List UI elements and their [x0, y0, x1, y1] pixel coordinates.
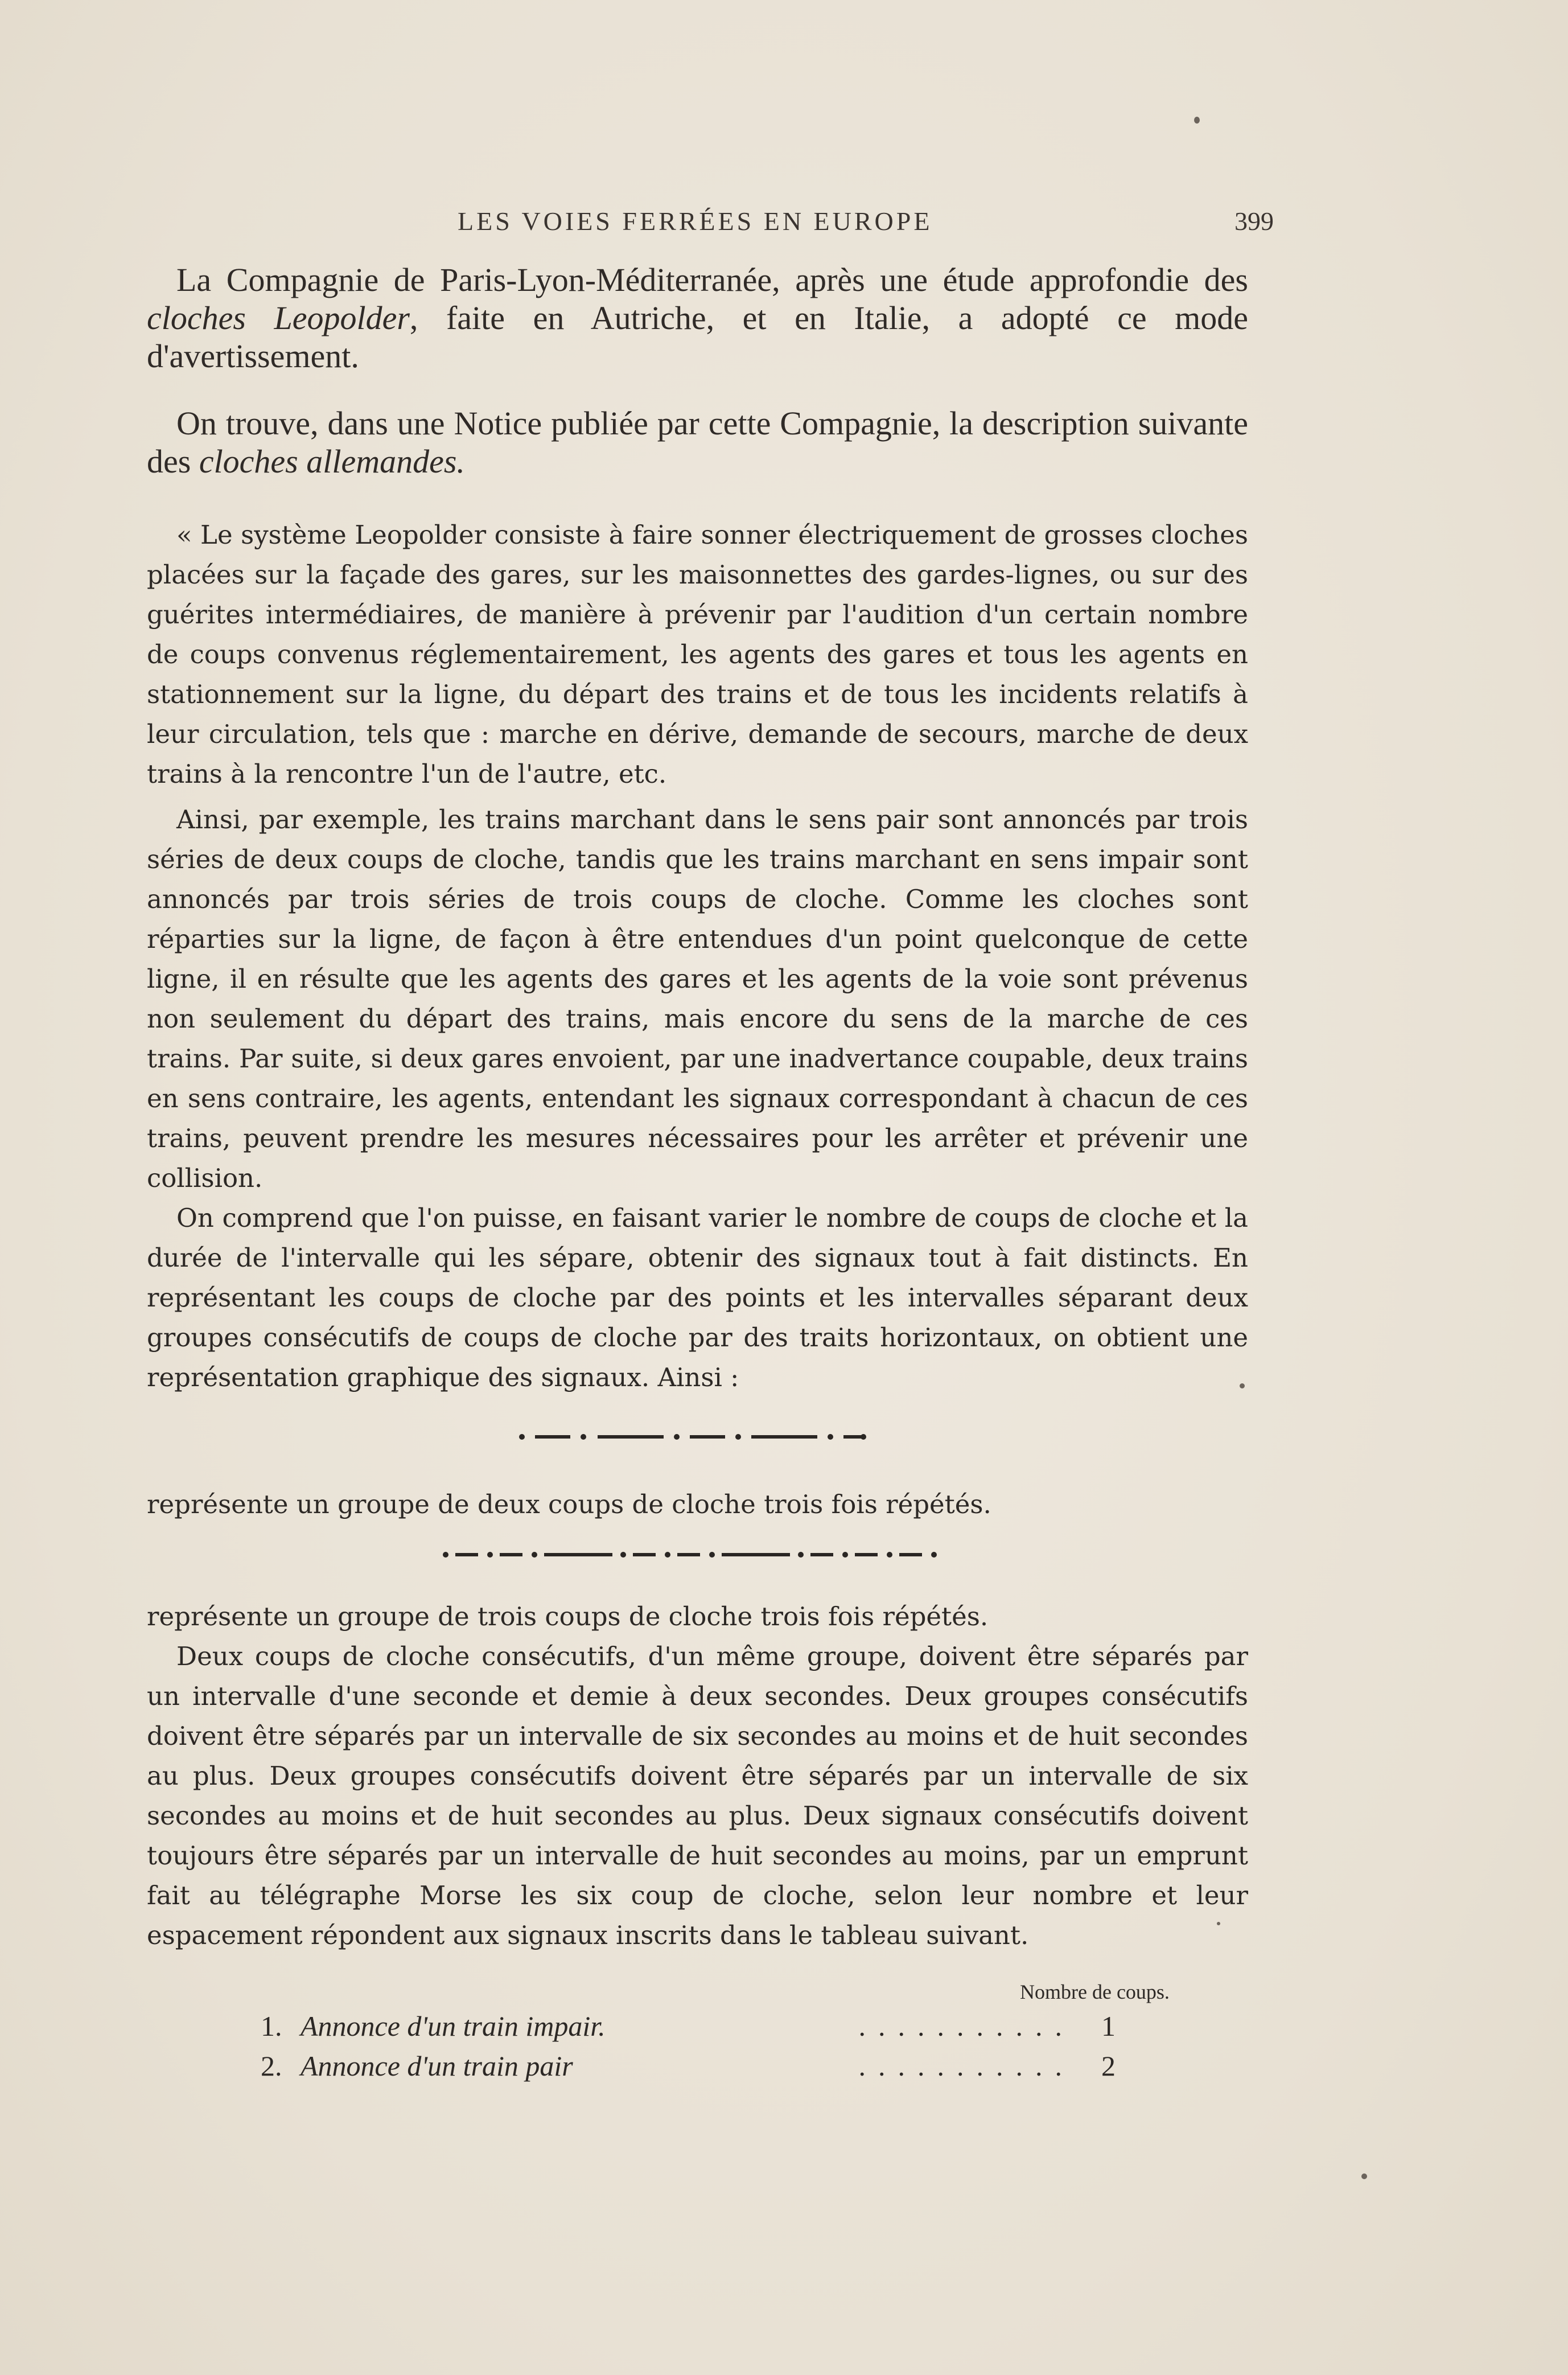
signal-dash — [690, 1435, 725, 1439]
signal-long-dash — [598, 1435, 664, 1439]
paper-speck — [1194, 117, 1200, 124]
paragraph-4: Ainsi, par exemple, les trains marchant dans le sens pair sont annoncés par trois séries de deux coups de cloche, tandis que les trains marchant en sens impair sont annoncés par trois séries de trois coups de cloche. Comme les cloches sont réparties sur la ligne, de façon à être entendues d'un point quelconque de cette ligne, il en résulte que les agents des gares et les agents de la voie sont prévenus non seulement du départ des trains, mais encore du sens de la marche de ces trains. Par suite, si deux gares envoient, par une inadvertance coupable, deux trains en sens contraire, les agents, entendant les signaux correspondant à chacun de ces trains, peuvent prendre les mesures nécessaires pour les arrêter et prévenir une collision. — [147, 804, 1248, 1193]
signal-diagram-three-strokes — [443, 1544, 941, 1567]
signal-dash — [855, 1553, 878, 1556]
signal-dot — [443, 1552, 448, 1558]
row-label: Annonce d'un train impair. — [301, 2010, 606, 2042]
signal-diagram-two-strokes — [519, 1426, 866, 1449]
signal-dot — [861, 1434, 866, 1440]
signal-dot — [674, 1434, 680, 1440]
signal-long-dash — [544, 1553, 612, 1556]
page-header — [153, 206, 1274, 240]
paragraph-3-quote: « Le système Leopolder consiste à faire sonner électriquement de grosses cloches placées sur la façade des gares, sur les maisonnettes des gardes-lignes, ou sur des guérites intermédiaires, de manière à prévenir par l'audition d'un certain nombre de coups convenus réglementairement, les agents des gares et tous les agents en stationnement sur la ligne, du départ des trains et de tous les incidents relatifs à leur circulation, tels que : marche en dérive, demande de secours, marche de deux trains à la rencontre l'un de l'autre, etc. — [147, 520, 1248, 789]
row-number: 2. — [261, 2050, 282, 2082]
signal-dash — [899, 1553, 922, 1556]
italic-term: cloches Leopolder — [147, 299, 410, 336]
running-title: LES VOIES FERRÉES EN EUROPE — [458, 207, 933, 236]
signal-dash — [810, 1553, 833, 1556]
table-row — [261, 2049, 1126, 2085]
signal-dash — [843, 1435, 862, 1439]
signal-dot — [665, 1552, 670, 1558]
paper-speck — [1361, 2173, 1367, 2179]
paragraph-7: représente un groupe de trois coups de cloche trois fois répétés. — [147, 1601, 989, 1632]
italic-term: cloches allemandes. — [199, 443, 465, 480]
paragraph-5: On comprend que l'on puisse, en faisant varier le nombre de coups de cloche et la durée de l'intervalle qui les sépare, obtenir des signaux tout à fait distincts. En représentant les coups de cloche par des points et les intervalles séparant deux groupes consécutifs de coups de cloche par des traits horizontaux, on obtient une représentation graphique des signaux. Ainsi : — [147, 1203, 1248, 1392]
signal-dot — [581, 1434, 586, 1440]
paragraph-1: La Compagnie de Paris-Lyon-Méditerranée, après une étude approfondie des cloches Leopolder, faite en Autriche, et en Italie, a adopté ce mode d'avertissement. — [147, 261, 1249, 375]
paper-speck — [1240, 1383, 1245, 1388]
signal-dash — [535, 1435, 570, 1439]
signal-long-dash — [722, 1553, 790, 1556]
signal-dash — [500, 1553, 522, 1556]
signal-dot — [709, 1552, 715, 1558]
row-number: 1. — [261, 2010, 282, 2042]
signal-dash — [633, 1553, 656, 1556]
signal-dot — [887, 1552, 892, 1558]
paper-speck — [1217, 1922, 1220, 1925]
row-label: Annonce d'un train pair — [301, 2050, 573, 2082]
paragraph-6: représente un groupe de deux coups de cloche trois fois répétés. — [147, 1489, 991, 1519]
paragraph-8: Deux coups de cloche consécutifs, d'un même groupe, doivent être séparés par un intervalle d'une seconde et demie à deux secondes. Deux groupes consécutifs doivent être séparés par un intervalle de six secondes au moins et de huit secondes au plus. Deux groupes consécutifs doivent être séparés par un intervalle de six secondes au moins et de huit secondes au plus. Deux signaux consécutifs doivent toujours être séparés par un intervalle de huit secondes au moins, par un emprunt fait au télégraphe Morse les six coup de cloche, selon leur nombre et leur espacement répondent aux signaux inscrits dans le tableau suivant. — [147, 1641, 1248, 1950]
signal-dot — [828, 1434, 833, 1440]
page-number: 399 — [1234, 207, 1274, 236]
signal-dash — [455, 1553, 478, 1556]
dot-leader: ........... — [858, 2010, 1075, 2042]
signal-dot — [532, 1552, 537, 1558]
table-column-header: Nombre de coups. — [1020, 1980, 1170, 2003]
dot-leader: ........... — [858, 2050, 1075, 2082]
row-count: 1 — [1101, 2010, 1116, 2042]
signal-dot — [735, 1434, 741, 1440]
signal-dot — [931, 1552, 937, 1558]
table-row — [261, 2010, 1126, 2045]
paragraph-2: On trouve, dans une Notice publiée par cette Compagnie, la description suivante des cloches allemandes. — [147, 405, 1248, 480]
signal-long-dash — [751, 1435, 817, 1439]
signal-dot — [842, 1552, 848, 1558]
signal-dot — [519, 1434, 525, 1440]
signal-dot — [487, 1552, 493, 1558]
signal-dot — [620, 1552, 626, 1558]
signal-dash — [677, 1553, 700, 1556]
row-count: 2 — [1101, 2050, 1116, 2082]
signal-dot — [798, 1552, 804, 1558]
